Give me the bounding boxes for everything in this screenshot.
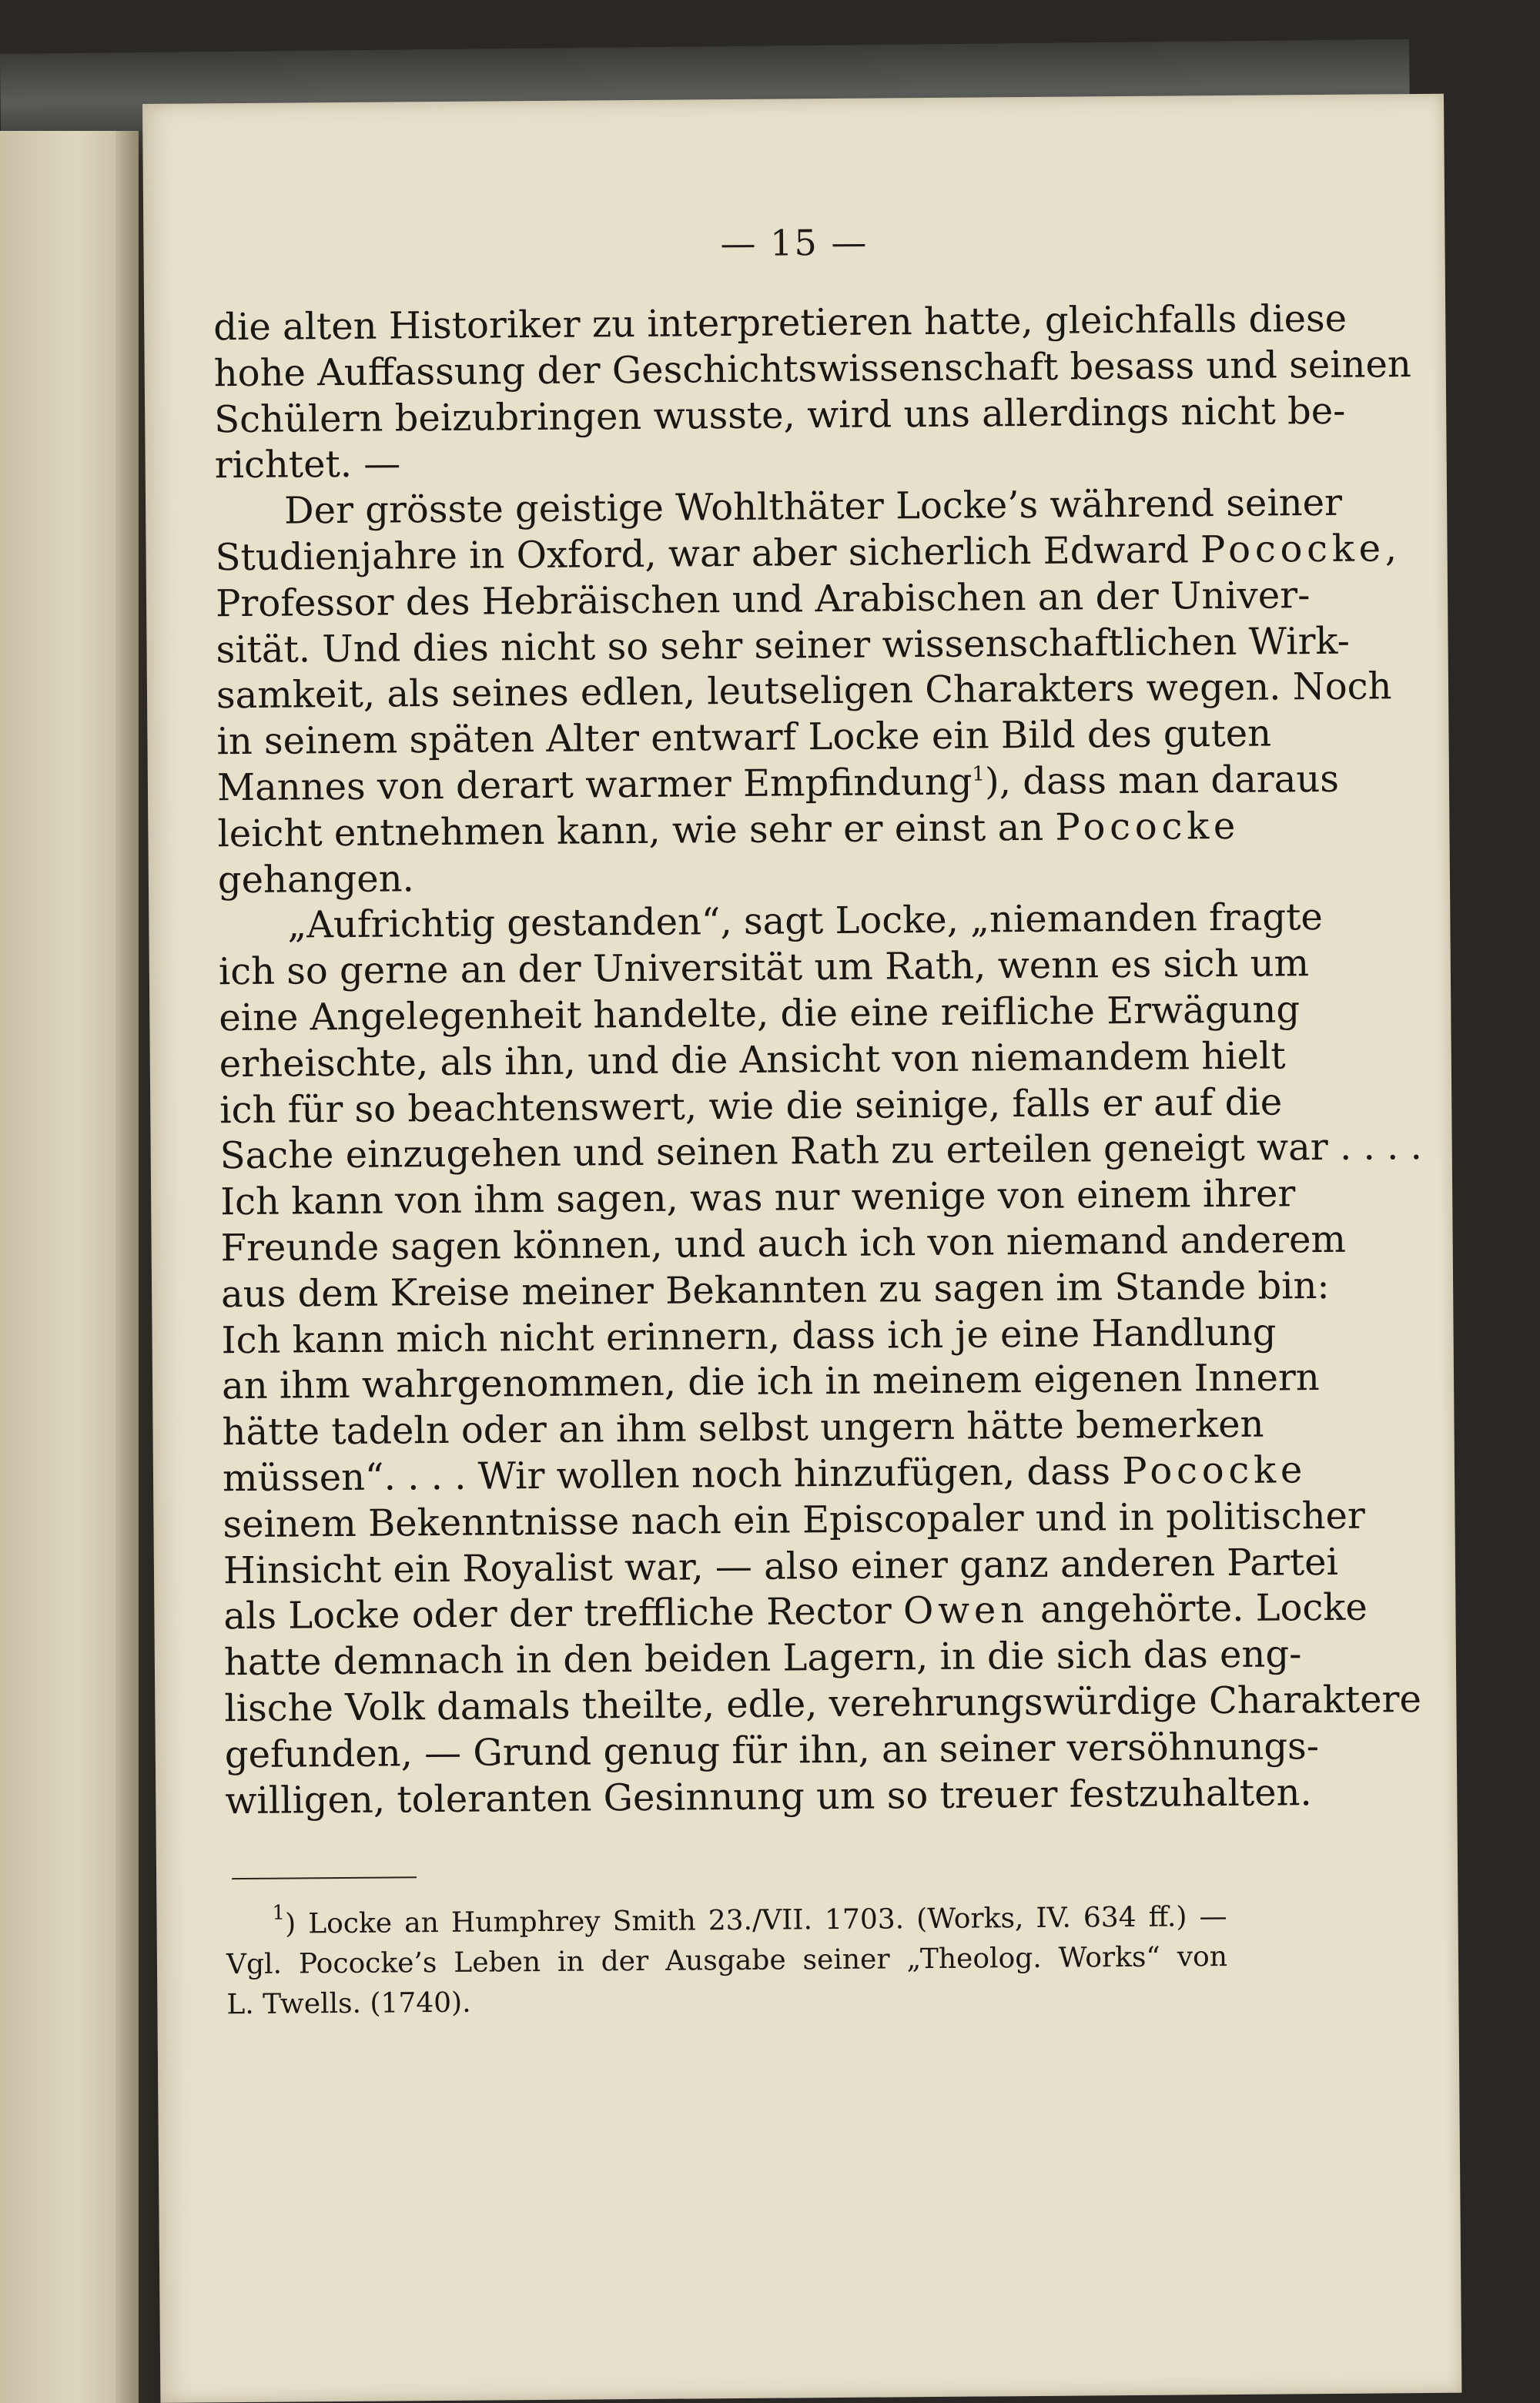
text-line: willigen, toleranten Gesinnung um so treuer festzuhalten. <box>225 1770 1312 1822</box>
text-line: Professor des Hebräischen und Arabischen an der Univer- <box>215 573 1311 626</box>
spaced-name: Owen <box>902 1588 1029 1633</box>
text-line: eine Angelegenheit handelte, die eine reifliche Erwägung <box>219 988 1301 1040</box>
text-line: aus dem Kreise meiner Bekannten zu sagen im Stande bin: <box>220 1263 1330 1316</box>
footnote-marker: 1 <box>272 1901 286 1925</box>
text-line: Sache einzugehen und seinen Rath zu erteilen geneigt war . . . . <box>219 1125 1422 1178</box>
text-line: gefunden, — Grund genug für ihn, an seiner versöhnungs- <box>224 1724 1320 1776</box>
text-line: „Aufrichtig gestanden“, sagt Locke, „niemanden fragte <box>287 895 1324 947</box>
text-line: Studienjahre in Oxford, war aber sicherlich Edward Pococke, <box>215 527 1398 580</box>
footnote-line: Vgl. Pococke’s Leben in der Ausgabe seiner „Theolog. Works“ von <box>226 1941 1228 1981</box>
body-text <box>213 296 1422 1824</box>
text-line: Freunde sagen können, und auch ich von niemand anderem <box>220 1217 1347 1270</box>
text-line: samkeit, als seines edlen, leutseligen Charakters wegen. Noch <box>216 664 1392 718</box>
text-line: müssen“. . . . Wir wollen noch hinzufügen, dass Pococke <box>222 1448 1307 1501</box>
spaced-name: Pococke <box>1055 804 1240 849</box>
text-line: seinem Bekenntnisse nach ein Episcopaler und in politischer <box>223 1494 1366 1546</box>
text-line: an ihm wahrgenommen, die ich in meinem eigenen Innern <box>221 1356 1320 1408</box>
text-line: erheischte, als ihn, und die Ansicht von niemandem hielt <box>219 1034 1286 1086</box>
text-line: die alten Historiker zu interpretieren hatte, gleichfalls diese <box>213 296 1348 350</box>
footnote-marker: 1 <box>972 762 986 786</box>
page-number: — 15 — <box>720 221 869 265</box>
text-line: Ich kann von ihm sagen, was nur wenige von einem ihrer <box>219 1172 1296 1224</box>
text-line: hatte demnach in den beiden Lagern, in die sich das eng- <box>223 1632 1302 1685</box>
spaced-name: Pococke <box>1200 527 1385 572</box>
footnote-line: L. Twells. (1740). <box>226 1986 471 2021</box>
footnote-line: $^1$) Locke an Humphrey Smith 23./VII. 1703. (Works, IV. 634 ff.) — <box>272 1901 1227 1940</box>
text-line: lische Volk damals theilte, edle, verehrungswürdige Charaktere <box>224 1677 1422 1731</box>
text-line: ich für so beachtenswert, wie die seinige, falls er auf die <box>219 1079 1283 1132</box>
text-line: Der grösste geistige Wohlthäter Locke’s während seiner <box>283 480 1343 533</box>
text-line: hätte tadeln oder an ihm selbst ungern hätte bemerken <box>222 1402 1264 1454</box>
text-line: hohe Auffassung der Geschichtswissenschaft besass und seinen <box>213 342 1412 396</box>
text-line: in seinem späten Alter entwarf Locke ein Bild des guten <box>216 711 1272 764</box>
book-page <box>142 94 1461 2403</box>
text-line: Schülern beizubringen wusste, wird uns allerdings nicht be- <box>214 389 1346 441</box>
footnote <box>226 1897 1227 2025</box>
text-line: leicht entnehmen kann, wie sehr er einst an Pococke <box>217 804 1240 856</box>
text-line: Hinsicht ein Royalist war, — also einer ganz anderen Partei <box>223 1540 1339 1592</box>
text-line: ich so gerne an der Universität um Rath, wenn es sich um <box>218 942 1310 994</box>
text-line: Mannes von derart warmer Empfindung$^1$), dass man daraus <box>216 757 1340 810</box>
text-line: Ich kann mich nicht erinnern, dass ich je eine Handlung <box>221 1310 1277 1362</box>
text-line: gehangen. <box>217 856 415 902</box>
text-line: richtet. — <box>214 442 401 487</box>
spaced-name: Pococke <box>1122 1448 1307 1493</box>
text-line: sität. Und dies nicht so sehr seiner wissenschaftlichen Wirk- <box>216 619 1351 671</box>
footnote-divider <box>232 1876 417 1879</box>
text-line: als Locke oder der treffliche Rector Owen angehörte. Locke <box>223 1585 1368 1638</box>
